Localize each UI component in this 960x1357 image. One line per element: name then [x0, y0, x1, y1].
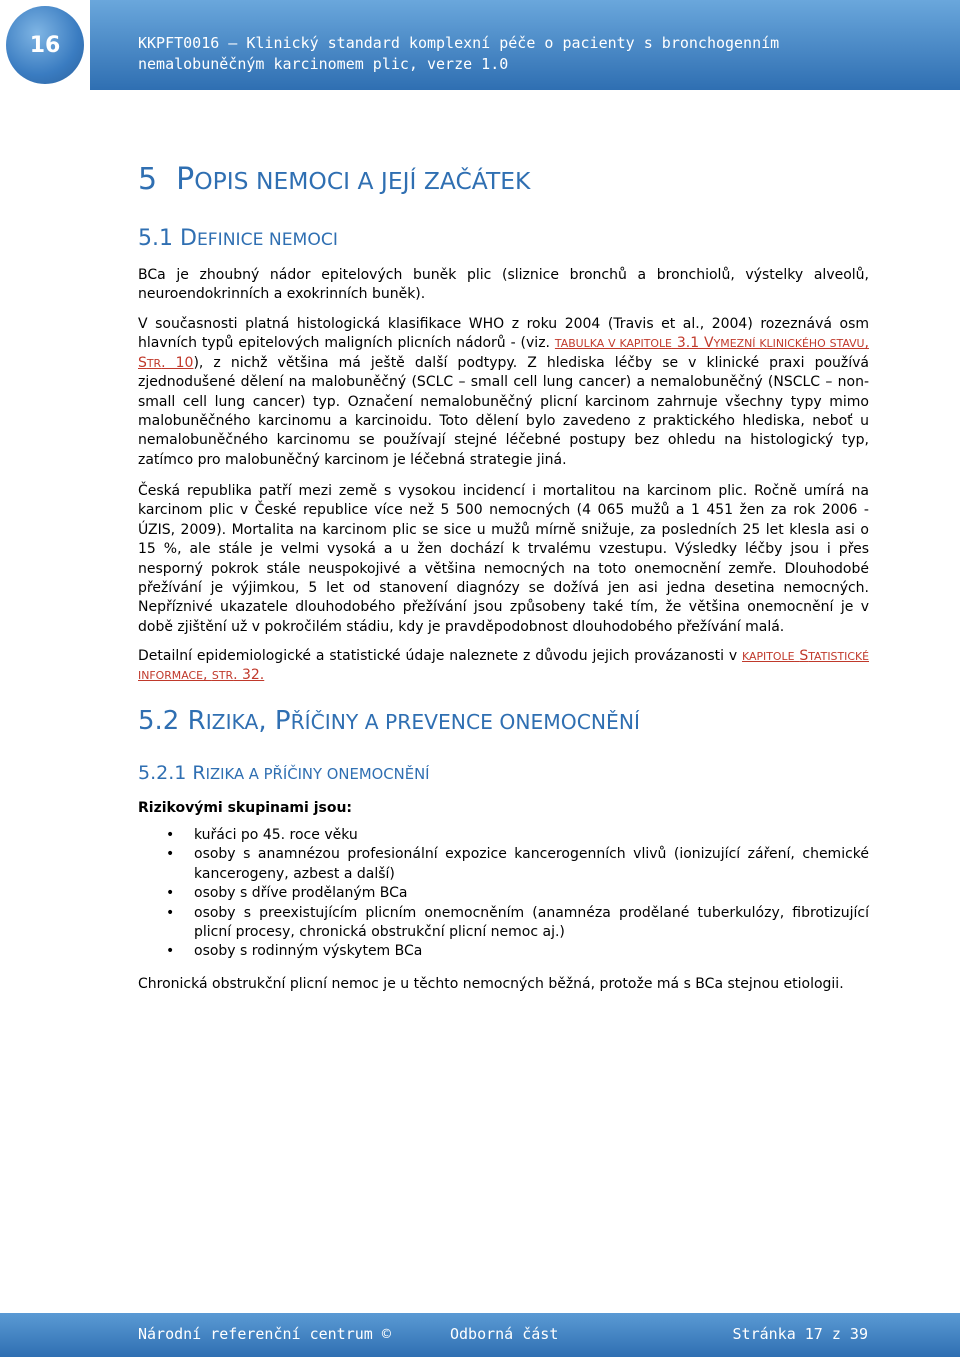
bullet-icon: • — [166, 904, 175, 921]
list-item: • kuřáci po 45. roce věku — [138, 826, 869, 845]
link-table-chapter[interactable]: TABULKA V KAPITOLE 3.1 VYMEZNÍ KLINICKÉHO STAVU, STR. 10 — [138, 335, 869, 371]
link-statistics-chapter[interactable]: KAPITOLE STATISTICKÉ INFORMACE, STR. 32. — [138, 648, 869, 684]
bullet-icon: • — [166, 885, 175, 902]
header-title — [138, 33, 918, 75]
list-item: • osoby s rodinným výskytem BCa — [138, 942, 869, 961]
bullet-icon: • — [166, 827, 175, 843]
bullet-icon: • — [166, 846, 175, 863]
heading-section-5-2-1: 5.2.1 RIZIKA A PŘÍČINY ONEMOCNĚNÍ — [138, 762, 430, 784]
heading-section-5-2: 5.2 RIZIKA, PŘÍČINY A PREVENCE ONEMOCNĚNÍ — [138, 706, 640, 736]
page-footer — [0, 1313, 960, 1357]
list-item: • osoby s dříve prodělaným BCa — [138, 884, 869, 903]
list-item: • osoby s preexistujícím plicním onemocněním (anamnéza prodělané tuberkulózy, fibrotizující plicní procesy, chronická obstrukční plicní nemoc aj.) — [166, 904, 869, 941]
paragraph-classification: V současnosti platná histologická klasifikace WHO z roku 2004 (Travis et al., 2004) rozeznává osm hlavních typů epitelových maligních plicních nádorů - (viz. TABULKA V KAPITOLE 3.1 VYMEZNÍ KLINICKÉHO STAVU, STR. 10), z nichž většina má ještě další podtypy. Z hlediska léčby se v klinické praxi používá zjednodušené dělení na malobuněčný (SCLC – small cell lung cancer) a nemalobuněčný (NSCLC – non-small cell lung cancer) typ. Označení nemalobuněčný plicní karcinom zahrnuje všechny typy mimo malobuněčného karcinomu a karcinoidu. Toto dělení bylo zavedeno z praktického hlediska, neboť u nemalobuněčného karcinomu se používají stejné léčebné postupy bez ohledu na histologický typ, zatímco pro malobuněčný karcinom je léčebná strategie jiná. — [138, 316, 869, 468]
heading-section-5-1: 5.1 DEFINICE NEMOCI — [138, 226, 338, 251]
list-item: • osoby s anamnézou profesionální expozice kancerogenních vlivů (ionizující záření, chemické kancerogeny, azbest a další) — [166, 846, 869, 882]
paragraph-epidemiology: Česká republika patří mezi země s vysokou incidencí i mortalitou na karcinom plic. Ročně umírá na karcinom plic v České republice více než 5 500 nemocných (4 065 mužů a 1 451 žen za rok 2006 - ÚZIS, 2009). Mortalita na karcinom plic se sice u mužů mírně snižuje, za posledních 25 let klesla asi o 15 %, ale stále je velmi vysoká a u žen dochází k trvalému vzestupu. Výsledky léčby jsou i přes nesporný pokrok stále neuspokojivé a většina nemocných na toto onemocnění zemře. Dlouhodobé přežívání je výjimkou, 5 let od stanovení diagnózy se dožívá jen asi jedna desetina nemocných. Nepříznivé ukazatele dlouhodobého přežívání jsou způsobeny také tím, že většina onemocnění je v době zjištění už v pokročilém stádiu, kdy je pravděpodobnost dlouhodobého přežívání malá. — [138, 483, 869, 635]
footer-left: Národní referenční centrum © — [138, 1325, 391, 1343]
paragraph-statistics-reference: Detailní epidemiologické a statistické údaje naleznete z důvodu jejich provázanosti v KAPITOLE STATISTICKÉ INFORMACE, STR. 32. — [138, 648, 869, 684]
footer-center: Odborná část — [450, 1325, 559, 1343]
heading-section-5: 5 POPIS NEMOCI A JEJÍ ZAČÁTEK — [138, 162, 531, 197]
footer-page-info: Stránka 17 z 39 — [732, 1325, 868, 1343]
risk-groups-list — [138, 826, 869, 962]
page-header — [0, 0, 960, 90]
paragraph-copd: Chronická obstrukční plicní nemoc je u těchto nemocných běžná, protože má s BCa stejnou etiologii. — [138, 976, 844, 992]
header-title-line2: nemalobuněčným karcinomem plic, verze 1.0 — [138, 55, 509, 73]
page-number-box — [0, 0, 90, 90]
risk-groups-title: Rizikovými skupinami jsou: — [138, 800, 353, 816]
bullet-icon: • — [166, 943, 175, 960]
page-number: 16 — [6, 6, 84, 84]
paragraph-definition: BCa je zhoubný nádor epitelových buněk plic (sliznice bronchů a bronchiolů, výstelky alveolů, neuroendokrinních a exokrinních buněk). — [138, 267, 869, 303]
header-title-line1: KKPFT0016 – Klinický standard komplexní péče o pacienty s bronchogenním — [138, 34, 780, 52]
